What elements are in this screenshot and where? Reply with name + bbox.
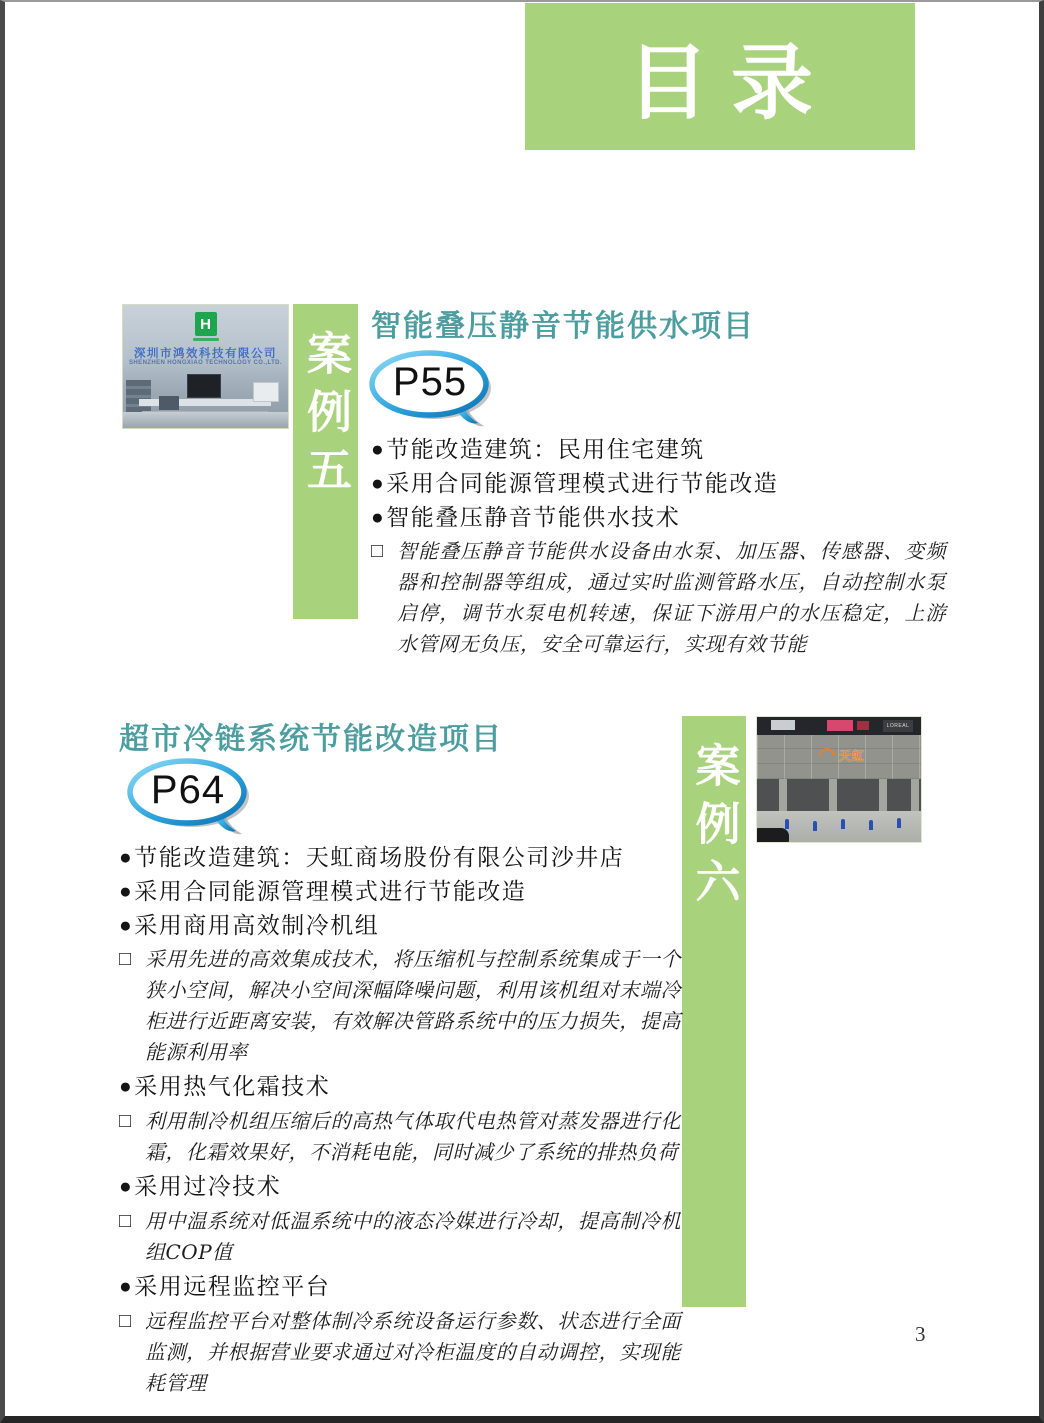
photo-bollard (841, 819, 845, 829)
photo-sign-loreal: LOREAL (883, 720, 913, 732)
company-name-cn: 深圳市鸿效科技有限公司 (134, 348, 277, 360)
photo-bollard (813, 821, 817, 831)
case5-title: 智能叠压静音节能供水项目 (371, 310, 755, 343)
case5-photo-office (122, 304, 289, 429)
case6-photo-mall (756, 716, 922, 843)
feature-item: ● 智能叠压静音节能供水技术 (371, 503, 946, 532)
case6-page-ref: P64 (150, 768, 226, 812)
case6-page-ref-bubble[interactable] (124, 758, 256, 838)
photo-bollard (785, 819, 789, 829)
tianhong-arc-icon (819, 748, 835, 756)
toc-header-block (525, 3, 915, 150)
photo-sign-band (757, 717, 921, 735)
case6-title: 超市冷链系统节能改造项目 (119, 723, 503, 756)
toc-title: 目录 (626, 36, 835, 131)
description-item: □ 智能叠压静音节能供水设备由水泵、加压器、传感器、变频器和控制器等组成，通过实时监测管路水压，自动控制水泵启停，调节水泵电机转速，保证下游用户的水压稳定，上游水管网无负压，安全可靠运行，实现有效节能 (371, 536, 946, 660)
photo-bollard (869, 820, 873, 830)
page-number: 3 (915, 1322, 926, 1346)
photo-box (159, 396, 179, 410)
photo-printer (253, 382, 279, 402)
feature-item: ● 采用合同能源管理模式进行节能改造 (119, 877, 681, 906)
case5-banner-label: 案例五 (299, 330, 352, 504)
feature-item: ● 节能改造建筑：民用住宅建筑 (371, 435, 946, 464)
photo-car (756, 828, 789, 843)
case6-item-list (119, 839, 681, 1403)
photo-column (779, 779, 787, 811)
case6-banner-label: 案例六 (687, 742, 741, 916)
case5-banner (293, 304, 358, 619)
photo-sign (771, 720, 795, 730)
description-item: □ 利用制冷机组压缩后的高热气体取代电热管对蒸发器进行化霜，化霜效果好，不消耗电能，同时减少了系统的排热负荷 (119, 1106, 681, 1168)
photo-column (911, 779, 919, 811)
feature-item: ● 采用过冷技术 (119, 1172, 681, 1201)
photo-desk (123, 412, 288, 428)
case5-page-ref: P55 (392, 360, 468, 404)
photo-bollard (897, 818, 901, 828)
feature-item: ● 采用远程监控平台 (119, 1272, 681, 1301)
feature-item: ● 节能改造建筑：天虹商场股份有限公司沙井店 (119, 843, 681, 872)
description-item: □ 采用先进的高效集成技术，将压缩机与控制系统集成于一个狭小空间，解决小空间深幅降噪问题，利用该机组对末端冷柜进行近距离安装，有效解决管路系统中的压力损失，提高能源利用率 (119, 944, 681, 1068)
feature-item: ● 采用合同能源管理模式进行节能改造 (371, 469, 946, 498)
description-item: □ 远程监控平台对整体制冷系统设备运行参数、状态进行全面监测，并根据营业要求通过对冷柜温度的自动调控，实现能耗管理 (119, 1306, 681, 1399)
description-item: □ 用中温系统对低温系统中的液态冷媒进行冷却，提高制冷机组COP值 (119, 1206, 681, 1268)
photo-monitor (187, 374, 221, 398)
photo-column (829, 779, 837, 811)
case6-banner (682, 716, 746, 1307)
case5-page-ref-bubble[interactable] (366, 350, 498, 430)
photo-column (879, 779, 887, 811)
photo-facade (757, 735, 921, 779)
hongxiao-logo-icon: H (195, 312, 217, 336)
photo-sign (857, 721, 869, 730)
case5-item-list (371, 431, 946, 664)
logo-subtitle-bar (193, 338, 219, 341)
feature-item: ● 采用商用高效制冷机组 (119, 911, 681, 940)
company-name-en: SHENZHEN HONGXIAO TECHNOLOGY CO.,LTD. (129, 360, 282, 366)
photo-sign (827, 720, 853, 731)
store-sign: 天虹 (839, 749, 866, 763)
feature-item: ● 采用热气化霜技术 (119, 1072, 681, 1101)
